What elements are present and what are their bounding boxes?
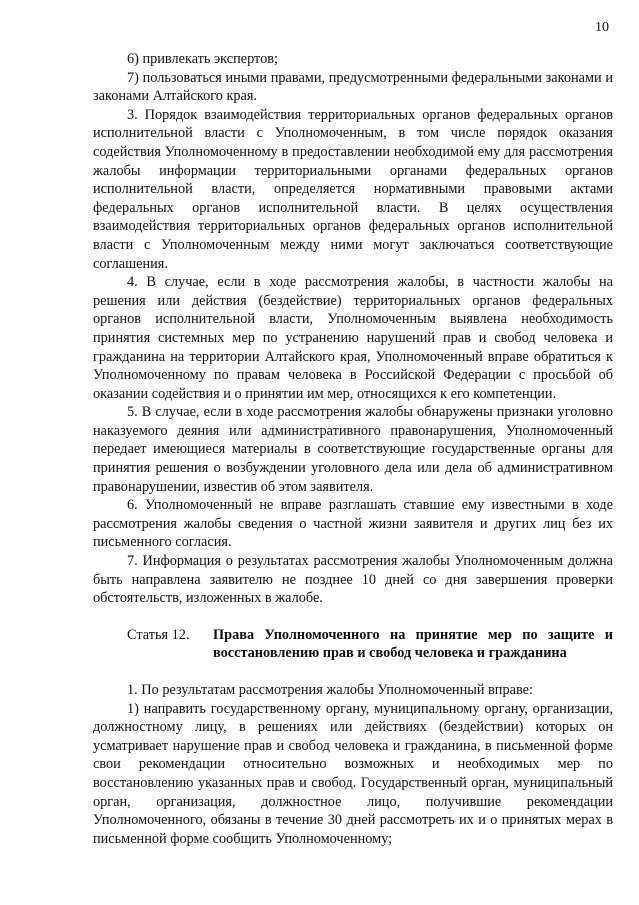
- paragraph: 6) привлекать экспертов;: [127, 51, 278, 67]
- paragraph: 6. Уполномоченный не вправе разглашать ставшие ему известными в ходе рассмотрения жалобы сведения о частной жизни заявителя и других лиц без их письменного согласия.: [93, 497, 613, 551]
- paragraph: 5. В случае, если в ходе рассмотрения жалобы обнаружены признаки уголовно наказуемого деяния или административного правонарушения, Уполномоченный передает имеющиеся материалы в соответствующие государственные органы для принятия решения о возбуждении уголовного дела или дела об административном правонарушении, известив об этом заявителя.: [93, 404, 613, 495]
- paragraph: 3. Порядок взаимодействия территориальных органов федеральных органов исполнительной власти с Уполномоченным, в том числе порядок оказания содействия Уполномоченному в предоставлении необходимой ему для рассмотрения жалобы информации территориальными органами федеральных органов исполнительной власти, определяется нормативными правовыми актами федеральных органов исполнительной власти. В целях осуществления взаимодействия территориальных органов федеральных органов исполнительной власти с Уполномоченным между ними могут заключаться соответствующие соглашения.: [93, 106, 613, 272]
- paragraph: 1) направить государственному органу, муниципальному органу, организации, должностному лицу, в решениях или действиях (бездействии) которых он усматривает нарушение прав и свобод человека и гражданина, в письменной форме свои рекомендации относительно возможных и необходимых мер по восстановлению указанных прав и свобод. Государственный орган, муниципальный орган, организация, должностное лицо, получившие рекомендации Уполномоченного, обязаны в течение 30 дней рассмотреть их и о принятых мерах в письменной форме сообщить Уполномоченному;: [93, 700, 613, 847]
- document-body: [93, 50, 613, 848]
- article-title: Права Уполномоченного на принятие мер по защите и восстановлению прав и свобод человека и гражданина: [213, 626, 613, 662]
- article-number: Статья 12.: [127, 626, 190, 643]
- paragraph: 7. Информация о результатах рассмотрения жалобы Уполномоченным должна быть направлена заявителю не позднее 10 дней со дня завершения проверки обстоятельств, изложенных в жалобе.: [93, 553, 613, 607]
- article-heading: [93, 626, 613, 663]
- paragraph: 1. По результатам рассмотрения жалобы Уполномоченный вправе:: [127, 682, 533, 698]
- page-number: 10: [595, 20, 609, 35]
- paragraph: 4. В случае, если в ходе рассмотрения жалобы, в частности жалобы на решения или действия (бездействие) территориальных органов федеральных органов исполнительной власти, Уполномоченным выявлена необходимость принятия системных мер по устранению нарушений прав и свобод человека и гражданина на территории Алтайского края, Уполномоченный вправе обратиться к Уполномоченному по правам человека в Российской Федерации с просьбой об оказании содействия и о принятии им мер, относящихся к его компетенции.: [93, 274, 613, 402]
- paragraph: 7) пользоваться иными правами, предусмотренными федеральными законами и законами Алтайского края.: [93, 69, 613, 105]
